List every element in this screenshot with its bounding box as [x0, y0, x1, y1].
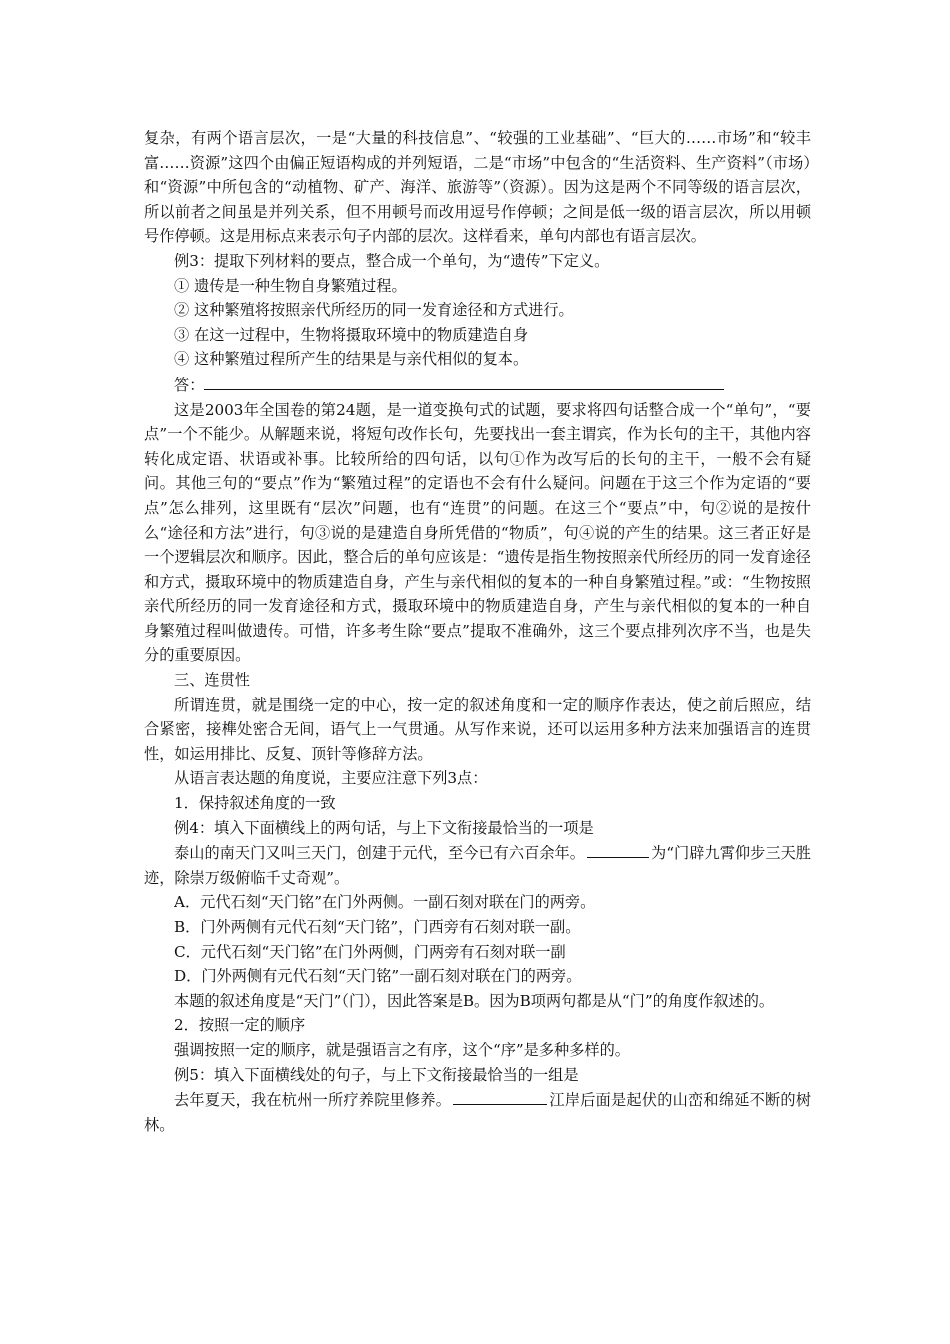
- example-5-prompt: 例5：填入下面横线处的句子，与上下文衔接最恰当的一组是: [174, 1065, 579, 1084]
- paragraph-level-analysis: 复杂，有两个语言层次，一是“大量的科技信息”、“较强的工业基础”、“巨大的……市场”和“较丰富……资源”这四个由偏正短语构成的并列短语，二是“市场”中包含的“生活资料、生产资料”（市场）和“资源”中所包含的“动植物、矿产、海洋、旅游等”（资源）。因为这是两个不同等级的语言层次，所以前者之间虽是并列关系，但不用顿号而改用逗号作停顿；之间是低一级的语言层次，所以用顿号作停顿。这是用标点来表示句子内部的层次。这样看来，单句内部也有语言层次。: [144, 129, 811, 246]
- example-4-prompt: 例4：填入下面横线上的两句话，与上下文衔接最恰当的一项是: [174, 818, 594, 837]
- example-3-item-1: ① 遗传是一种生物自身繁殖过程。: [174, 276, 407, 295]
- example-3-prompt: 例3：提取下列材料的要点，整合成一个单句，为“遗传”下定义。: [174, 251, 610, 270]
- example-3-item-3: ③ 在这一过程中，生物将摄取环境中的物质建造自身: [174, 325, 529, 344]
- example-5-text-start: 去年夏天，我在杭州一所疗养院里修养。: [174, 1091, 452, 1110]
- example-3-item-4: ④ 这种繁殖过程所产生的结果是与亲代相似的复本。: [174, 350, 529, 369]
- answer-row: [144, 372, 811, 398]
- example-4-option-b: B．门外两侧有元代石刻“天门铭”，门西旁有石刻对联一副。: [174, 918, 581, 936]
- paragraph-example-3-explanation: 这是2003年全国卷的第24题，是一道变换句式的试题，要求将四句话整合成一个“单句”，“要点”一个不能少。从解题来说，将短句改作长句，先要找出一套主谓宾，作为长句的主干，其他内容转化成定语、状语或补事。比较所给的四句话，以句①作为改写后的长句的主干，一般不会有疑问。其他三句的“要点”作为“繁殖过程”的定语也不会有什么疑问。问题在于这三个作为定语的“要点”怎么排列，这里既有“层次”问题，也有“连贯”的问题。在这三个“要点”中，句②说的是按什么“途径和方法”进行，句③说的是建造自身所凭借的“物质”，句④说的产生的结果。这三者正好是一个逻辑层次和顺序。因此，整合后的单句应该是：“遗传是指生物按照亲代所经历的同一发育途径和方式，摄取环境中的物质建造自身，产生与亲代相似的复本的一种自身繁殖过程。”或：“生物按照亲代所经历的同一发育途径和方式，摄取环境中的物质建造自身，产生与亲代相似的复本的一种自身繁殖过程叫做遗传。可惜，许多考生除“要点”提取不准确外，这三个要点排列次序不当，也是失分的重要原因。: [144, 400, 811, 665]
- example-4-blank: [587, 840, 649, 858]
- example-3-item-2: ② 这种繁殖将按照亲代所经历的同一发育途径和方式进行。: [174, 301, 574, 320]
- paragraph-example-4-answer: 本题的叙述角度是“天门”（门），因此答案是B。因为B项两句都是从“门”的角度作叙述的。: [174, 991, 775, 1010]
- example-5-blank: [453, 1087, 547, 1105]
- example-4-text-end: 为“门辟九霄仰步三天胜迹，除崇万级俯临千丈奇观”。: [144, 844, 811, 887]
- example-4-option-c: C．元代石刻“天门铭”在门外两侧，门两旁有石刻对联一副: [174, 942, 566, 961]
- example-4-option-a: A．元代石刻“天门铭”在门外两侧。一副石刻对联在门的两旁。: [174, 893, 596, 912]
- document-page: [144, 126, 811, 1137]
- example-4-text-start: 泰山的南天门又叫三天门，创建于元代，至今已有六百余年。: [174, 844, 585, 863]
- answer-label: 答：: [174, 375, 205, 394]
- example-4-option-d: D．门外两侧有元代石刻“天门铭”一副石刻对联在门的两旁。: [174, 967, 582, 986]
- example-4-text: [144, 840, 811, 890]
- section-heading-coherence: 三、连贯性: [174, 671, 250, 690]
- answer-blank: [204, 372, 724, 390]
- paragraph-coherence-definition: 所谓连贯，就是围绕一定的中心，按一定的叙述角度和一定的顺序作表达，使之前后照应，结合紧密，接榫处密合无间，语气上一气贯通。从写作来说，还可以运用多种方法来加强语言的连贯性，如运用排比、反复、顶针等修辞方法。: [144, 695, 811, 763]
- example-5-text-end: 江岸后面是起伏的山峦和绵延不断的树林。: [144, 1091, 812, 1134]
- subheading-1: 1．保持叙述角度的一致: [174, 794, 336, 813]
- subheading-2: 2．按照一定的顺序: [174, 1016, 306, 1035]
- example-5-text: [144, 1087, 811, 1137]
- paragraph-three-points: 从语言表达题的角度说，主要应注意下列3点：: [174, 769, 488, 788]
- paragraph-order: 强调按照一定的顺序，就是强语言之有序，这个“序”是多种多样的。: [174, 1040, 630, 1059]
